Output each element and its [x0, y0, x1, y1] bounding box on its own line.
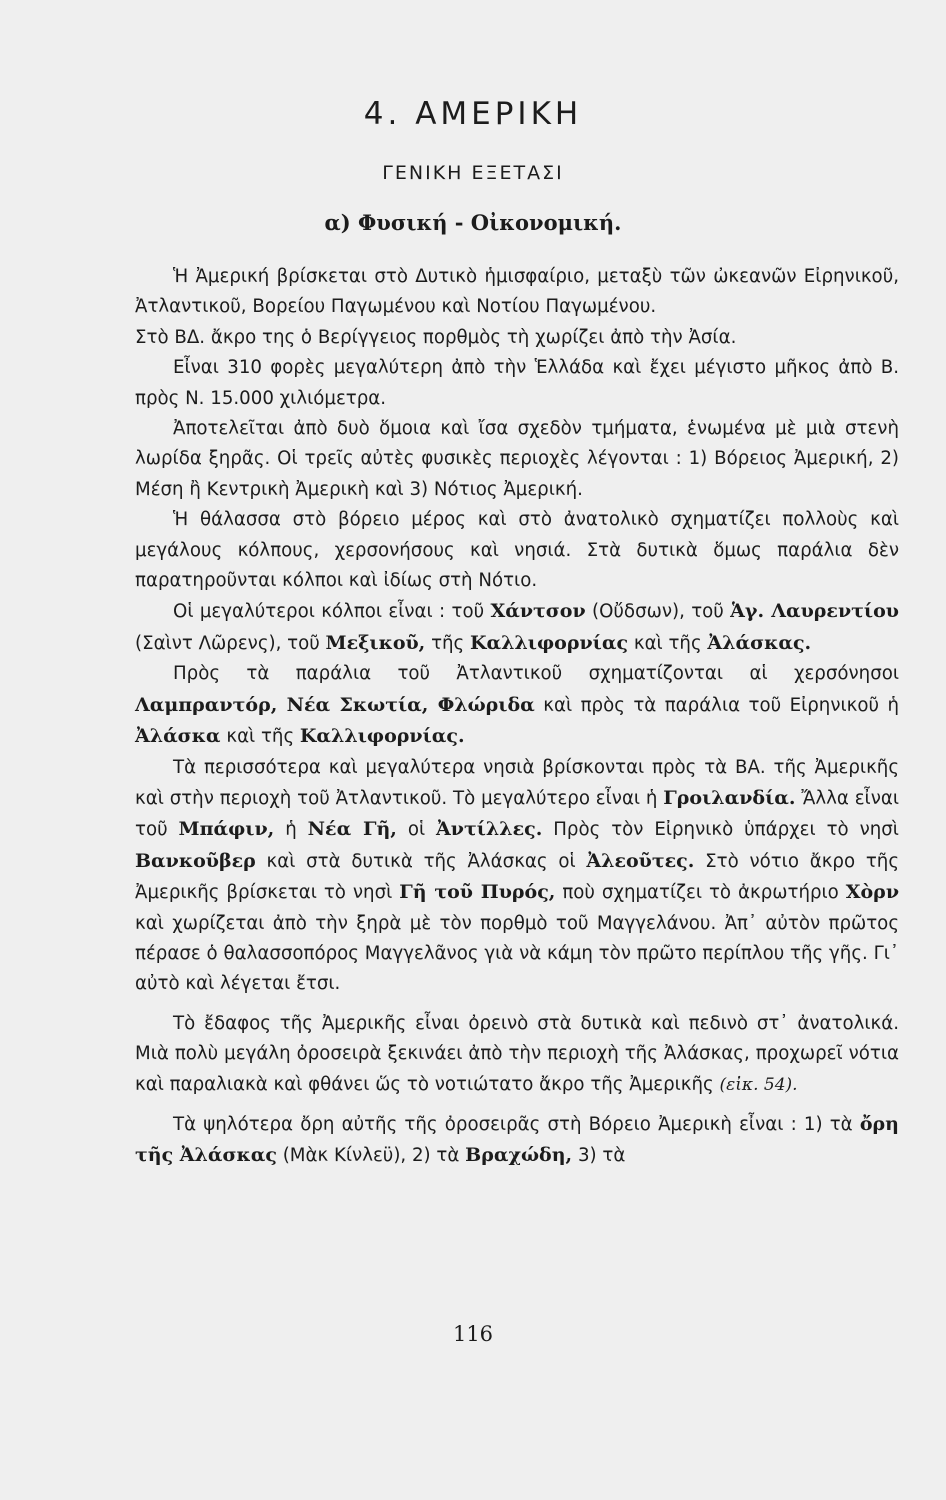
paragraph-terrain: Τὸ ἔδαφος τῆς Ἀμερικῆς εἶναι ὀρεινὸ στὰ δυτικὰ καὶ πεδινὸ στ᾽ ἀνατολικά. Μιὰ πολὺ μεγάλη ὀροσειρὰ ξεκινάει ἀπὸ τὴν περιοχὴ τῆς Ἀλάσκας, προχωρεῖ νότια καὶ παραλιακὰ καὶ φθάνει ὥς τὸ νοτιώτατο ἄκρο τῆς Ἀμερικῆς (εἰκ. 54).: [135, 1012, 899, 1095]
paragraph-gulfs: Οἱ μεγαλύτεροι κόλποι εἶναι : τοῦ Χάντσον (Οὔδσων), τοῦ Ἁγ. Λαυρεντίου (Σαὶντ Λῶρενς), τοῦ Μεξικοῦ, τῆς Καλλιφορνίας καὶ τῆς Ἀλάσκας.: [135, 600, 899, 654]
body-text: [135, 262, 899, 1172]
paragraph-bering: Στὸ ΒΔ. ἄκρο της ὁ Βερίγγειος πορθμὸς τὴ χωρίζει ἀπὸ τὴν Ἀσία.: [135, 326, 737, 348]
paragraph-mountains: Τὰ ψηλότερα ὄρη αὐτῆς τῆς ὀροσειρᾶς στὴ Βόρειο Ἀμερικὴ εἶναι : 1) τὰ ὄρη τῆς Ἀλάσκας (Μὰκ Κίνλεϋ), 2) τὰ Βραχώδη, 3) τὰ: [135, 1112, 899, 1167]
paragraph-location: Ἡ Ἀμερική βρίσκεται στὸ Δυτικὸ ἡμισφαίριο, μεταξὺ τῶν ὠκεανῶν Εἰρηνικοῦ, Ἀτλαντικοῦ, Βορείου Παγωμένου καὶ Νοτίου Παγωμένου.: [135, 266, 899, 318]
paragraph-peninsulas: Πρὸς τὰ παράλια τοῦ Ἀτλαντικοῦ σχηματίζονται αἱ χερσόνησοι Λαμπραντόρ, Νέα Σκωτία, Φλώριδα καὶ πρὸς τὰ παράλια τοῦ Εἰρηνικοῦ ἡ Ἀλάσκα καὶ τῆς Καλλιφορνίας.: [135, 663, 899, 748]
page-number: 116: [452, 1322, 494, 1346]
subsection-title: α) Φυσική - Οἰκονομική.: [324, 210, 622, 235]
paragraph-islands: Τὰ περισσότερα καὶ μεγαλύτερα νησιὰ βρίσκονται πρὸς τὰ ΒΑ. τῆς Ἀμερικῆς καὶ στὴν περιοχὴ τοῦ Ἀτλαντικοῦ. Τὸ μεγαλύτερο εἶναι ἡ Γροιλανδία. Ἄλλα εἶναι τοῦ Μπάφιν, ἡ Νέα Γῆ, οἱ Ἀντίλλες. Πρὸς τὸν Εἰρηνικὸ ὑπάρχει τὸ νησὶ Βανκοῦβερ καὶ στὰ δυτικὰ τῆς Ἀλάσκας οἱ Ἀλεοῦτες. Στὸ νότιο ἄκρο τῆς Ἀμερικῆς βρίσκεται τὸ νησὶ Γῆ τοῦ Πυρός, ποὺ σχηματίζει τὸ ἀκρωτήριο Χὸρν καὶ χωρίζεται ἀπὸ τὴν ξηρὰ μὲ τὸν πορθμὸ τοῦ Μαγγελάνου. Ἀπ᾽ αὐτὸν πρῶτος πέρασε ὁ θαλασσοπόρος Μαγγελᾶνος γιὰ νὰ κάμη τὸν πρῶτο περίπλου τῆς γῆς. Γι᾽ αὐτὸ καὶ λέγεται ἔτσι.: [135, 756, 900, 995]
paragraph-parts: Ἀποτελεῖται ἀπὸ δυὸ ὅμοια καὶ ἴσα σχεδὸν τμήματα, ἑνωμένα μὲ μιὰ στενὴ λωρίδα ξηρᾶς. Οἱ τρεῖς αὐτὲς φυσικὲς περιοχὲς λέγονται : 1) Βόρειος Ἀμερική, 2) Μέση ἢ Κεντρικὴ Ἀμερικὴ καὶ 3) Νότιος Ἀμερική.: [135, 418, 899, 500]
section-title: ΓΕΝΙΚΗ ΕΞΕΤΑΣΙ: [382, 162, 564, 184]
paragraph-size: Εἶναι 310 φορὲς μεγαλύτερη ἀπὸ τὴν Ἑλλάδα καὶ ἔχει μέγιστο μῆκος ἀπὸ Β. πρὸς Ν. 15.000 χιλιόμετρα.: [135, 357, 899, 409]
chapter-title: 4. ΑΜΕΡΙΚΗ: [363, 96, 583, 132]
paragraph-sea: Ἡ θάλασσα στὸ βόρειο μέρος καὶ στὸ ἀνατολικὸ σχηματίζει πολλοὺς καὶ μεγάλους κόλπους, χερσονήσους καὶ νησιά. Στὰ δυτικὰ ὅμως παράλια δὲν παρατηροῦνται κόλποι καὶ ἰδίως στὴ Νότιο.: [135, 509, 899, 592]
